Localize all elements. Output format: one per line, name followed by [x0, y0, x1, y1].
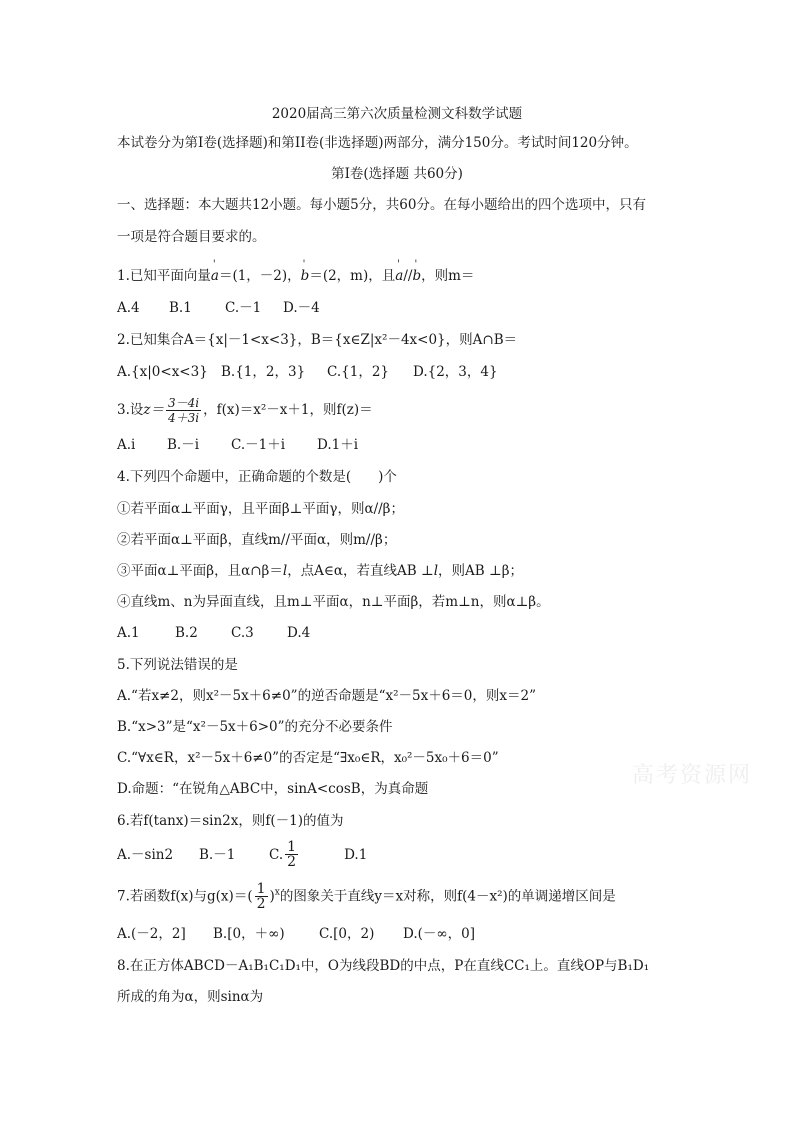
q3-fraction [166, 396, 201, 425]
q7-close-paren: ) [269, 888, 275, 905]
q5-option-a: A.“若x≠2，则x²－5x＋6≠0”的逆否命题是“x²－5x＋6＝0，则x＝2” [117, 688, 536, 704]
vector-a: ' a [211, 267, 219, 285]
q7-denominator: 2 [256, 896, 266, 912]
q4-statement-2: ②若平面α⊥平面β，直线m//平面α，则m//β； [117, 532, 397, 548]
vector-b-rel: ' b [412, 267, 421, 285]
q3-option-d: D.1＋i [317, 437, 359, 453]
section-instructions-line2: 一项是符合题目要求的。 [117, 229, 266, 245]
q3-denominator: 4＋3i [168, 411, 200, 425]
q4-statement-3 [117, 562, 523, 580]
q1-parallel: // [403, 268, 413, 284]
q7-suffix: 的图象关于直线y＝x对称，则f(4－x²)的单调递增区间是 [279, 888, 616, 905]
exam-intro: 本试卷分为第I卷(选择题)和第II卷(非选择题)两部分，满分150分。考试时间120分钟。 [117, 135, 638, 151]
question-6: 6.若f(tanx)＝sin2x，则f(－1)的值为 [117, 813, 344, 829]
q1-suffix: ，则m＝ [421, 268, 475, 284]
q6-options [117, 840, 367, 869]
question-2: 2.已知集合A＝{x|－1<x<3}，B＝{x∈Z|x²－4x<0}，则A∩B＝ [117, 332, 518, 348]
q3-option-b: B.－i [167, 437, 200, 453]
q4-s3-part-c: ，则AB ⊥β； [438, 563, 524, 579]
q5-option-b: B.“x>3”是“x²－5x＋6>0”的充分不必要条件 [117, 719, 393, 735]
q6-option-c-fraction [285, 840, 298, 869]
q6-option-d: D.1 [344, 846, 368, 863]
q5-option-d: D.命题：“在锐角△ABC中，sinA<cosB，为真命题 [117, 781, 429, 797]
q7-option-c: C.[0，2) [319, 926, 375, 942]
question-1 [117, 267, 474, 285]
q4-options [117, 624, 310, 642]
section-instructions-line1: 一、选择题：本大题共12小题。每小题5分，共60分。在每小题给出的四个选项中，只有 [117, 197, 646, 213]
q3-option-c: C.－1＋i [231, 437, 286, 453]
q7-numerator: 1 [256, 881, 266, 897]
q7-prefix: 7.若函数f(x)与g(x)＝( [117, 888, 253, 905]
q6-option-a: A.－sin2 [117, 846, 174, 863]
q1-option-b: B.1 [169, 300, 192, 316]
q4-s3-part-a: ③平面α⊥平面β，且α∩β＝ [117, 563, 283, 579]
q2-option-c: C.{1，2} [327, 364, 389, 380]
q4-s3-line-l2: l [433, 563, 439, 579]
q2-options [117, 363, 498, 381]
exam-title: 2020届高三第六次质量检测文科数学试题 [271, 106, 523, 122]
q1-b-value: ＝(2，m)，且 [309, 268, 396, 284]
watermark: 高考资源网 [632, 763, 753, 788]
q1-option-c: C.－1 [225, 300, 262, 316]
part1-title: 第I卷(选择题 共60分) [331, 166, 463, 182]
q4-statement-1: ①若平面α⊥平面γ，且平面β⊥平面γ，则α//β； [117, 501, 404, 517]
q6-c-denominator: 2 [287, 854, 297, 870]
q3-numerator: 3－4i [168, 396, 200, 410]
question-5: 5.下列说法错误的是 [117, 657, 238, 673]
question-4: 4.下列四个命题中，正确命题的个数是( )个 [117, 469, 397, 485]
q4-s3-line-l: l [282, 563, 288, 579]
q4-option-d: D.4 [287, 625, 311, 641]
q3-prefix: 3.设 [117, 402, 144, 418]
q6-c-numerator: 1 [287, 839, 297, 855]
q6-option-b: B.－1 [199, 846, 236, 863]
q4-option-c: C.3 [231, 625, 254, 641]
q4-option-b: B.2 [175, 625, 198, 641]
q1-prefix: 1.已知平面向量 [117, 268, 211, 284]
q3-options [117, 436, 358, 454]
vector-b: ' b [301, 267, 310, 285]
q7-option-d: D.(－∞，0] [403, 926, 476, 942]
q1-option-d: D.－4 [283, 300, 320, 316]
q5-option-c: C.“∀x∈R，x²－5x＋6≠0”的否定是“∃x₀∈R，x₀²－5x₀＋6＝0” [117, 750, 499, 766]
q7-exponent: x [274, 887, 280, 898]
q7-fraction [255, 882, 268, 911]
q3-z: z＝ [143, 402, 165, 418]
question-3 [117, 396, 373, 425]
q4-option-a: A.1 [117, 625, 140, 641]
q1-a-value: ＝(1，－2)， [218, 268, 301, 284]
q7-options [117, 925, 475, 943]
question-8-line1: 8.在正方体ABCD－A₁B₁C₁D₁中，O为线段BD的中点，P在直线CC₁上。直线OP与B₁D₁ [117, 958, 650, 974]
q2-option-b: B.{1，2，3} [221, 364, 306, 380]
q4-statement-4: ④直线m、n为异面直线，且m⊥平面α，n⊥平面β，若m⊥n，则α⊥β。 [117, 594, 550, 610]
q7-option-a: A.(－2，2] [117, 926, 186, 942]
q1-options [117, 299, 320, 317]
question-7 [117, 882, 616, 911]
q3-suffix: ，f(x)＝x²－x＋1，则f(z)＝ [203, 402, 373, 418]
q4-s3-part-b: ，点A∈α，若直线AB ⊥ [287, 563, 434, 579]
q3-option-a: A.i [117, 437, 136, 453]
q2-option-d: D.{2，3，4} [413, 364, 498, 380]
vector-a-rel: ' a [395, 267, 403, 285]
question-8-line2: 所成的角为α，则sinα为 [117, 989, 264, 1005]
q1-option-a: A.4 [117, 300, 140, 316]
q2-option-a: A.{x|0<x<3} [117, 364, 208, 380]
q6-option-c-label: C. [269, 846, 284, 863]
q7-option-b: B.[0，＋∞) [213, 926, 285, 942]
